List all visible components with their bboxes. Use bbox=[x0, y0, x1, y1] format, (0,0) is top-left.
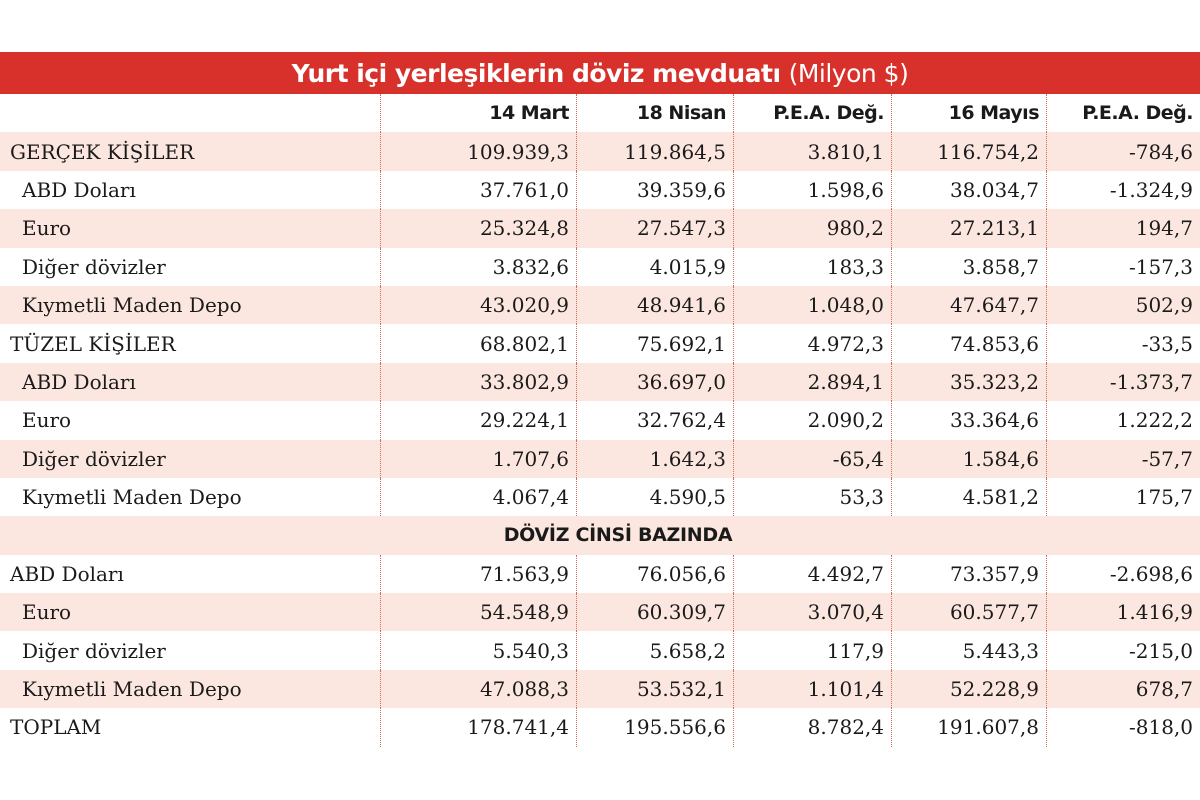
header-cell: 18 Nisan bbox=[576, 94, 733, 132]
value-cell: 4.972,3 bbox=[733, 324, 891, 362]
value-cell: 1.101,4 bbox=[733, 670, 891, 708]
value-cell: 1.222,2 bbox=[1046, 401, 1200, 439]
table-row bbox=[0, 670, 1200, 708]
value-cell: -1.373,7 bbox=[1046, 363, 1200, 401]
value-cell: -65,4 bbox=[733, 440, 891, 478]
header-row bbox=[0, 94, 1200, 132]
value-cell: 53,3 bbox=[733, 478, 891, 516]
value-cell: 5.540,3 bbox=[380, 631, 576, 669]
row-label: Euro bbox=[22, 408, 72, 433]
value-cell: 502,9 bbox=[1046, 286, 1200, 324]
value-cell: 47.088,3 bbox=[380, 670, 576, 708]
value-cell: 117,9 bbox=[733, 631, 891, 669]
value-cell: 1.642,3 bbox=[576, 440, 733, 478]
table-title bbox=[0, 52, 1200, 94]
value-cell: 37.761,0 bbox=[380, 171, 576, 209]
value-cell: 194,7 bbox=[1046, 209, 1200, 247]
value-cell: 39.359,6 bbox=[576, 171, 733, 209]
value-cell: 4.015,9 bbox=[576, 248, 733, 286]
header-cell: 14 Mart bbox=[380, 94, 576, 132]
value-cell: 119.864,5 bbox=[576, 132, 733, 170]
table-row bbox=[0, 209, 1200, 247]
row-label: Diğer dövizler bbox=[22, 638, 166, 663]
value-cell: -784,6 bbox=[1046, 132, 1200, 170]
table-row bbox=[0, 363, 1200, 401]
value-cell: 47.647,7 bbox=[891, 286, 1046, 324]
table-row bbox=[0, 708, 1200, 746]
value-cell: -33,5 bbox=[1046, 324, 1200, 362]
value-cell: 109.939,3 bbox=[380, 132, 576, 170]
value-cell: 33.802,9 bbox=[380, 363, 576, 401]
value-cell: 4.492,7 bbox=[733, 555, 891, 593]
value-cell: 2.090,2 bbox=[733, 401, 891, 439]
value-cell: 2.894,1 bbox=[733, 363, 891, 401]
value-cell: 178.741,4 bbox=[380, 708, 576, 746]
table-title-main: Yurt içi yerleşiklerin döviz mevduatı bbox=[291, 58, 781, 88]
table-row bbox=[0, 248, 1200, 286]
row-label: Diğer dövizler bbox=[22, 254, 166, 279]
row-label: ABD Doları bbox=[22, 177, 136, 202]
table-row bbox=[0, 401, 1200, 439]
table-row bbox=[0, 324, 1200, 362]
value-cell: 8.782,4 bbox=[733, 708, 891, 746]
row-label: Diğer dövizler bbox=[22, 446, 166, 471]
row-label: Euro bbox=[22, 216, 72, 241]
row-label: GERÇEK KİŞİLER bbox=[10, 139, 195, 164]
value-cell: 27.213,1 bbox=[891, 209, 1046, 247]
value-cell: 25.324,8 bbox=[380, 209, 576, 247]
table-row bbox=[0, 286, 1200, 324]
header-cell: 16 Mayıs bbox=[891, 94, 1046, 132]
value-cell: 33.364,6 bbox=[891, 401, 1046, 439]
value-cell: 3.070,4 bbox=[733, 593, 891, 631]
value-cell: 4.581,2 bbox=[891, 478, 1046, 516]
value-cell: 32.762,4 bbox=[576, 401, 733, 439]
value-cell: 3.832,6 bbox=[380, 248, 576, 286]
table-row bbox=[0, 171, 1200, 209]
value-cell: 71.563,9 bbox=[380, 555, 576, 593]
value-cell: 38.034,7 bbox=[891, 171, 1046, 209]
value-cell: 48.941,6 bbox=[576, 286, 733, 324]
value-cell: 68.802,1 bbox=[380, 324, 576, 362]
value-cell: 76.056,6 bbox=[576, 555, 733, 593]
table-row bbox=[0, 478, 1200, 516]
row-label: TOPLAM bbox=[10, 715, 102, 740]
table-row bbox=[0, 555, 1200, 593]
value-cell: 1.584,6 bbox=[891, 440, 1046, 478]
value-cell: 678,7 bbox=[1046, 670, 1200, 708]
row-label: ABD Doları bbox=[22, 369, 136, 394]
row-label: Kıymetli Maden Depo bbox=[22, 485, 242, 510]
value-cell: 74.853,6 bbox=[891, 324, 1046, 362]
value-cell: 53.532,1 bbox=[576, 670, 733, 708]
value-cell: 3.858,7 bbox=[891, 248, 1046, 286]
section-heading-label: DÖVİZ CİNSİ BAZINDA bbox=[503, 524, 733, 547]
value-cell: -215,0 bbox=[1046, 631, 1200, 669]
value-cell: 175,7 bbox=[1046, 478, 1200, 516]
table-row bbox=[0, 440, 1200, 478]
value-cell: 1.416,9 bbox=[1046, 593, 1200, 631]
table-title-unit: (Milyon $) bbox=[788, 58, 909, 88]
value-cell: 1.048,0 bbox=[733, 286, 891, 324]
row-label: TÜZEL KİŞİLER bbox=[10, 331, 176, 356]
value-cell: -818,0 bbox=[1046, 708, 1200, 746]
value-cell: 52.228,9 bbox=[891, 670, 1046, 708]
value-cell: 1.707,6 bbox=[380, 440, 576, 478]
section-heading bbox=[0, 516, 1200, 554]
value-cell: 195.556,6 bbox=[576, 708, 733, 746]
value-cell: 5.658,2 bbox=[576, 631, 733, 669]
value-cell: 116.754,2 bbox=[891, 132, 1046, 170]
value-cell: 36.697,0 bbox=[576, 363, 733, 401]
table-row bbox=[0, 631, 1200, 669]
header-cell: P.E.A. Değ. bbox=[1046, 94, 1200, 132]
value-cell: 27.547,3 bbox=[576, 209, 733, 247]
value-cell: 980,2 bbox=[733, 209, 891, 247]
deposit-table bbox=[0, 52, 1200, 747]
value-cell: -2.698,6 bbox=[1046, 555, 1200, 593]
row-label: Euro bbox=[22, 600, 72, 625]
value-cell: 60.309,7 bbox=[576, 593, 733, 631]
table-row bbox=[0, 132, 1200, 170]
value-cell: 75.692,1 bbox=[576, 324, 733, 362]
row-label: ABD Doları bbox=[10, 561, 124, 586]
value-cell: 60.577,7 bbox=[891, 593, 1046, 631]
value-cell: 191.607,8 bbox=[891, 708, 1046, 746]
value-cell: 73.357,9 bbox=[891, 555, 1046, 593]
value-cell: 5.443,3 bbox=[891, 631, 1046, 669]
value-cell: 29.224,1 bbox=[380, 401, 576, 439]
value-cell: -57,7 bbox=[1046, 440, 1200, 478]
row-label: Kıymetli Maden Depo bbox=[22, 677, 242, 702]
table-row bbox=[0, 593, 1200, 631]
value-cell: -1.324,9 bbox=[1046, 171, 1200, 209]
value-cell: 43.020,9 bbox=[380, 286, 576, 324]
row-label: Kıymetli Maden Depo bbox=[22, 293, 242, 318]
value-cell: 35.323,2 bbox=[891, 363, 1046, 401]
header-cell-empty bbox=[0, 94, 380, 132]
value-cell: 183,3 bbox=[733, 248, 891, 286]
value-cell: 1.598,6 bbox=[733, 171, 891, 209]
value-cell: 3.810,1 bbox=[733, 132, 891, 170]
value-cell: -157,3 bbox=[1046, 248, 1200, 286]
value-cell: 4.590,5 bbox=[576, 478, 733, 516]
value-cell: 4.067,4 bbox=[380, 478, 576, 516]
header-cell: P.E.A. Değ. bbox=[733, 94, 891, 132]
value-cell: 54.548,9 bbox=[380, 593, 576, 631]
